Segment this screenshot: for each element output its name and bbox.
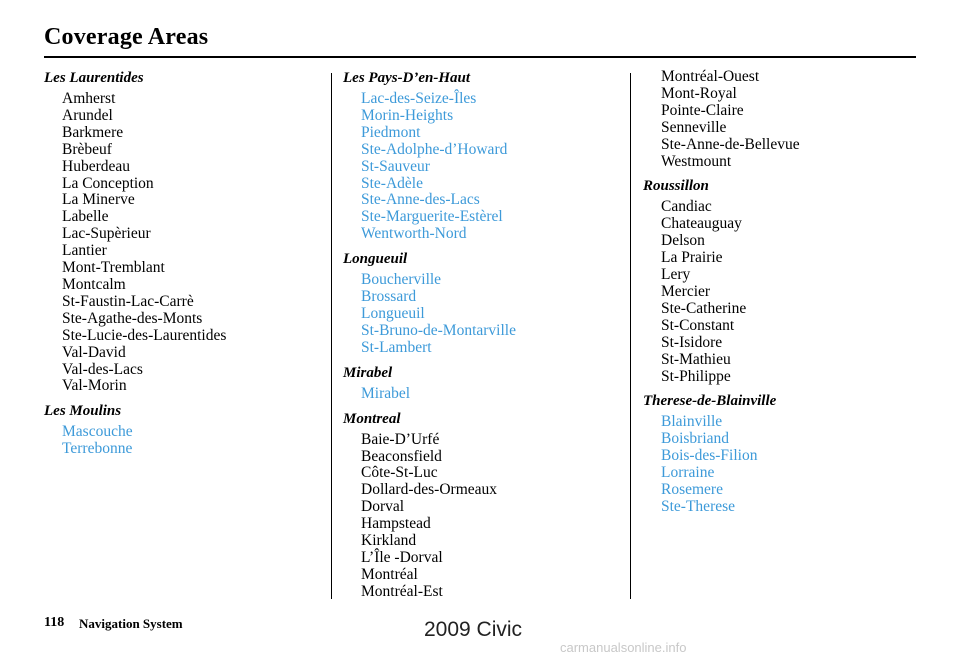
city-lery: Lery (661, 266, 691, 284)
city-wentworth-nord[interactable]: Wentworth-Nord (361, 225, 467, 243)
city-boucherville[interactable]: Boucherville (361, 271, 442, 289)
city-piedmont[interactable]: Piedmont (361, 123, 421, 141)
city-la-prairie: La Prairie (661, 249, 723, 267)
city-l-ile-dorval: L’Île -Dorval (361, 548, 443, 566)
city-list (44, 424, 324, 458)
region-heading-les-moulins: Les Moulins (44, 403, 122, 420)
column-2 (343, 69, 623, 608)
city-brossard[interactable]: Brossard (361, 288, 417, 306)
city-bois-des-filion[interactable]: Bois-des-Filion (661, 447, 758, 465)
city-st-sauveur[interactable]: St-Sauveur (361, 157, 430, 175)
city-st-bruno-de-montarville[interactable]: St-Bruno-de-Montarville (361, 321, 516, 339)
city-st-constant: St-Constant (661, 316, 735, 334)
city-cote-st-luc: Côte-St-Luc (361, 464, 438, 482)
city-st-mathieu: St-Mathieu (661, 350, 731, 368)
region-heading-montreal: Montreal (343, 410, 401, 427)
city-barkmere: Barkmere (62, 123, 124, 141)
title-rule (44, 56, 916, 58)
city-list (343, 432, 623, 601)
city-st-isidore: St-Isidore (661, 333, 723, 351)
city-lantier: Lantier (62, 242, 107, 260)
city-pointe-claire: Pointe-Claire (661, 101, 744, 119)
city-montcalm: Montcalm (62, 275, 126, 293)
city-beaconsfield: Beaconsfield (361, 447, 442, 465)
city-ste-anne-de-bellevue: Ste-Anne-de-Bellevue (661, 135, 800, 153)
city-labelle: Labelle (62, 208, 109, 226)
region-heading-les-laurentides: Les Laurentides (44, 70, 144, 86)
city-chateauguay: Chateauguay (661, 215, 742, 233)
city-amherst: Amherst (62, 90, 116, 107)
city-lac-des-seize-iles[interactable]: Lac-des-Seize-Îles (361, 90, 477, 107)
city-ste-lucie-des-laurentides: Ste-Lucie-des-Laurentides (62, 326, 227, 344)
city-boisbriand[interactable]: Boisbriand (661, 430, 730, 448)
city-ste-anne-des-lacs[interactable]: Ste-Anne-des-Lacs (361, 191, 480, 209)
city-senneville: Senneville (661, 118, 727, 136)
region-heading-therese-de-blainville: Therese-de-Blainville (643, 393, 777, 410)
city-arundel: Arundel (62, 106, 113, 124)
watermark-site: carmanualsonline.info (560, 640, 687, 655)
city-la-minerve: La Minerve (62, 191, 135, 209)
city-list (643, 414, 933, 515)
city-brebeuf: Brèbeuf (62, 140, 112, 158)
column-1 (44, 69, 324, 465)
region-heading-mirabel: Mirabel (343, 364, 393, 381)
city-longueuil[interactable]: Longueuil (361, 304, 425, 322)
city-mont-tremblant: Mont-Tremblant (62, 259, 165, 277)
city-dollard-des-ormeaux: Dollard-des-Ormeaux (361, 481, 498, 499)
city-list (343, 272, 623, 357)
city-candiac: Candiac (661, 198, 712, 216)
city-st-lambert[interactable]: St-Lambert (361, 338, 432, 356)
city-lorraine[interactable]: Lorraine (661, 464, 715, 482)
city-rosemere[interactable]: Rosemere (661, 481, 723, 499)
city-kirkland: Kirkland (361, 532, 417, 550)
city-list (643, 199, 933, 385)
city-dorval: Dorval (361, 498, 405, 516)
region-heading-longueuil: Longueuil (343, 251, 408, 268)
city-val-des-lacs: Val-des-Lacs (62, 360, 143, 378)
city-montreal: Montréal (361, 565, 418, 583)
city-ste-marguerite-esterel[interactable]: Ste-Marguerite-Estèrel (361, 208, 503, 226)
city-list (643, 69, 933, 170)
city-list (44, 91, 324, 395)
page-number: 118 (44, 615, 65, 630)
city-ste-adele[interactable]: Ste-Adèle (361, 174, 423, 192)
city-mercier: Mercier (661, 282, 711, 300)
city-val-morin: Val-Morin (62, 377, 127, 395)
city-baie-d-urfe: Baie-D’Urfé (361, 430, 440, 448)
city-mascouche[interactable]: Mascouche (62, 423, 133, 441)
city-montreal-ouest: Montréal-Ouest (661, 68, 760, 85)
city-ste-catherine: Ste-Catherine (661, 299, 747, 317)
page-title: Coverage Areas (44, 24, 209, 50)
column-3 (643, 69, 933, 523)
city-huberdeau: Huberdeau (62, 157, 130, 175)
column-divider (630, 73, 631, 599)
city-blainville[interactable]: Blainville (661, 413, 723, 431)
column-divider (331, 73, 332, 599)
city-list (343, 386, 623, 403)
city-la-conception: La Conception (62, 174, 154, 192)
city-mont-royal: Mont-Royal (661, 84, 737, 102)
city-montreal-est: Montréal-Est (361, 582, 443, 600)
city-hampstead: Hampstead (361, 515, 431, 533)
city-list (343, 91, 623, 243)
city-mirabel[interactable]: Mirabel (361, 384, 411, 402)
city-st-faustin-lac-carre: St-Faustin-Lac-Carrè (62, 292, 194, 310)
watermark-model: 2009 Civic (424, 618, 523, 641)
city-lac-superieur: Lac-Supèrieur (62, 225, 151, 243)
region-heading-roussillon: Roussillon (643, 178, 709, 195)
region-heading-les-pays-d-en-haut: Les Pays-D’en-Haut (343, 70, 471, 86)
city-ste-therese[interactable]: Ste-Therese (661, 497, 736, 515)
city-ste-agathe-des-monts: Ste-Agathe-des-Monts (62, 309, 203, 327)
city-westmount: Westmount (661, 152, 732, 170)
footer-section-label: Navigation System (79, 616, 183, 631)
city-st-philippe: St-Philippe (661, 367, 731, 385)
city-terrebonne[interactable]: Terrebonne (62, 440, 133, 458)
city-delson: Delson (661, 232, 705, 250)
city-ste-adolphe-d-howard[interactable]: Ste-Adolphe-d’Howard (361, 140, 508, 158)
city-val-david: Val-David (62, 343, 126, 361)
city-morin-heights[interactable]: Morin-Heights (361, 106, 454, 124)
